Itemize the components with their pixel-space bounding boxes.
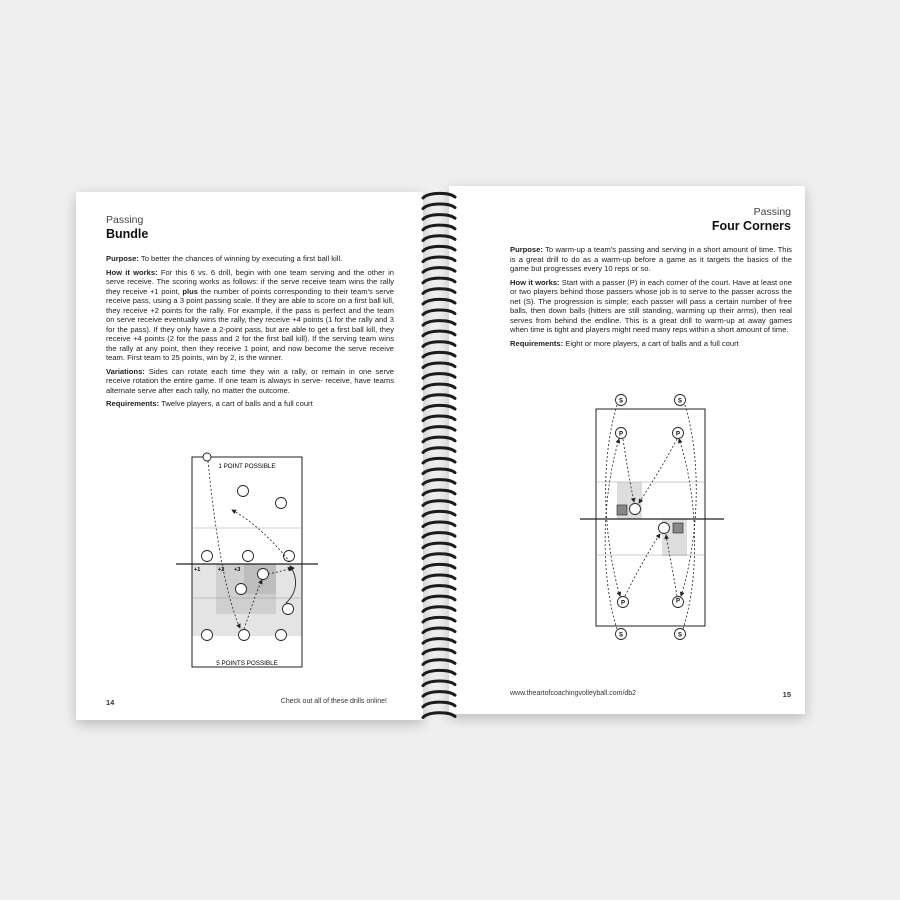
spiral-coil: [423, 480, 455, 485]
four-corners-court-diagram: [577, 392, 727, 646]
how-paragraph: How it works: Start with a passer (P) in each corner of the court. Have at least one or two players behind those passers whose job is to serve to the passer across the net (S). The progression is simple; each passer will pass a certain number of free balls, then down balls (hitters are still standing, warming up their arms), then real serves from behind the endline. This is a great drill to warm-up at away games when time is tight and players might need many reps within a short amount of time.: [510, 277, 792, 334]
purpose-paragraph: Purpose: To better the chances of winning by executing a first ball kill.: [106, 254, 343, 263]
spiral-coil: [423, 596, 455, 601]
drill-text: [510, 245, 792, 352]
svg-text:P: P: [620, 600, 626, 607]
svg-text:S: S: [677, 398, 683, 405]
right-page: [449, 186, 805, 714]
requirements-paragraph: Requirements: Eight or more players, a cart of balls and a full court: [510, 338, 739, 348]
spiral-coil: [423, 469, 455, 474]
ball-cart-icon: [617, 505, 627, 515]
spiral-coil: [423, 511, 455, 516]
spiral-coil: [423, 628, 455, 633]
spiral-coil: [423, 193, 455, 198]
how-paragraph: How it works: For this 6 vs. 6 drill, begin with one team serving and the other in serve receive. The scoring works as follows: if the serve receive team wins the rally they receive +1 point, plus the number of points corresponding to their team's serve receive pass, using a 3 point passing scale. If they are able to score on a first ball kill, they receive +2 points for the rally. For example, if the pass is perfect and the team on serve receive eventually wins the rally, they receive +4 points (1 for the rally and 3 for the pass). If they only have a 2-point pass, but are able to get a first ball kill, they receive +4 points (2 for the pass and 2 for the first ball kill). If the serving team wins the rally at any point, then they receive 1 point, and now become the serve receive team. First team to 25 points, win by 2, is the winner.: [106, 267, 394, 362]
spiral-coil: [423, 384, 455, 389]
player: [238, 486, 249, 497]
spiral-coil: [423, 660, 455, 665]
spiral-coil: [423, 236, 455, 241]
player: [239, 630, 250, 641]
ball-cart-icon: [673, 523, 683, 533]
target-player: [630, 504, 641, 515]
spiral-coil: [423, 246, 455, 251]
drill-title: Four Corners: [711, 219, 791, 233]
spiral-coil: [423, 575, 455, 580]
svg-text:S: S: [618, 398, 624, 405]
section-label: Passing: [106, 214, 144, 226]
drill-text: [106, 254, 394, 413]
svg-text:S: S: [618, 632, 624, 639]
spiral-coil: [423, 681, 455, 686]
player: [236, 584, 247, 595]
player: [276, 630, 287, 641]
zone-label-plus-1: +1: [194, 567, 201, 573]
spiral-coil: [423, 617, 455, 622]
bottom-zone-label: 5 POINTS POSSIBLE: [216, 660, 278, 667]
target-player: [659, 523, 670, 534]
spiral-coil: [423, 374, 455, 379]
drill-title: Bundle: [106, 227, 149, 241]
zone-label-plus-3: +3: [234, 567, 241, 573]
svg-text:S: S: [677, 632, 683, 639]
spiral-coil: [423, 416, 455, 421]
svg-text:P: P: [618, 431, 624, 438]
requirements-paragraph: Requirements: Twelve players, a cart of balls and a full court: [106, 399, 313, 408]
player: [258, 569, 269, 580]
spiral-coil: [423, 437, 455, 442]
spiral-coil: [423, 299, 455, 304]
spiral-coil: [423, 692, 455, 697]
pass-path: [625, 534, 660, 596]
top-zone-label: 1 POINT POSSIBLE: [218, 463, 276, 470]
left-page: [76, 192, 423, 720]
bundle-court-diagram: [174, 452, 320, 674]
svg-text:P: P: [675, 598, 681, 605]
player: [243, 551, 254, 562]
page-number: 15: [782, 690, 791, 699]
spiral-coil: [423, 321, 455, 326]
spiral-coil: [423, 501, 455, 506]
spiral-coil: [423, 639, 455, 644]
spiral-coil: [423, 448, 455, 453]
attack-path: [232, 510, 290, 562]
player: [202, 551, 213, 562]
pass-path: [639, 439, 677, 503]
spiral-coil: [423, 554, 455, 559]
spiral-coil: [423, 458, 455, 463]
spiral-coil: [423, 427, 455, 432]
spiral-coil: [423, 225, 455, 230]
player: [283, 604, 294, 615]
spiral-coil: [423, 522, 455, 527]
spiral-coil: [423, 405, 455, 410]
purpose-paragraph: Purpose: To warm-up a team's passing and serving in a short amount of time. This is a great drill to do as a warm-up before a game as it targets the basics of the game but progresses every 10 reps or so.: [510, 245, 792, 273]
spiral-coil: [423, 215, 455, 220]
spiral-coil: [423, 363, 455, 368]
spiral-binding: [419, 186, 459, 720]
player: [202, 630, 213, 641]
footer-text: Check out all of these drills online!: [280, 698, 387, 705]
page-number: 14: [106, 698, 115, 707]
zone-label-plus-2: +2: [218, 567, 225, 573]
spiral-coil: [423, 533, 455, 538]
serve-path: [605, 439, 619, 629]
spiral-coil: [423, 331, 455, 336]
spiral-coil: [423, 204, 455, 209]
spiral-coil: [423, 702, 455, 707]
court-outline: [596, 409, 705, 626]
spiral-coil: [423, 607, 455, 612]
spiral-coil: [423, 289, 455, 294]
spiral-coil: [423, 490, 455, 495]
spiral-coil: [423, 543, 455, 548]
spiral-coil: [423, 649, 455, 654]
player: [203, 453, 211, 461]
spiral-coil: [423, 278, 455, 283]
spiral-coil: [423, 310, 455, 315]
spiral-coil: [423, 713, 455, 718]
spiral-coil: [423, 670, 455, 675]
spiral-coil: [423, 395, 455, 400]
variations-paragraph: Variations: Sides can rotate each time they win a rally, or remain in one serve receive rotation the entire game. If one team is always in serve- receive, have teams alternate serve after each rally, no matter the outcome.: [106, 366, 394, 395]
spiral-coil: [423, 268, 455, 273]
section-label: Passing: [753, 206, 791, 218]
svg-text:P: P: [675, 431, 681, 438]
player: [284, 551, 295, 562]
spiral-coil: [423, 352, 455, 357]
spiral-coil: [423, 257, 455, 262]
spiral-coil: [423, 564, 455, 569]
spiral-coil: [423, 586, 455, 591]
player: [276, 498, 287, 509]
footer-url: www.theartofcoachingvolleyball.com/db2: [510, 690, 637, 697]
spiral-coil: [423, 342, 455, 347]
